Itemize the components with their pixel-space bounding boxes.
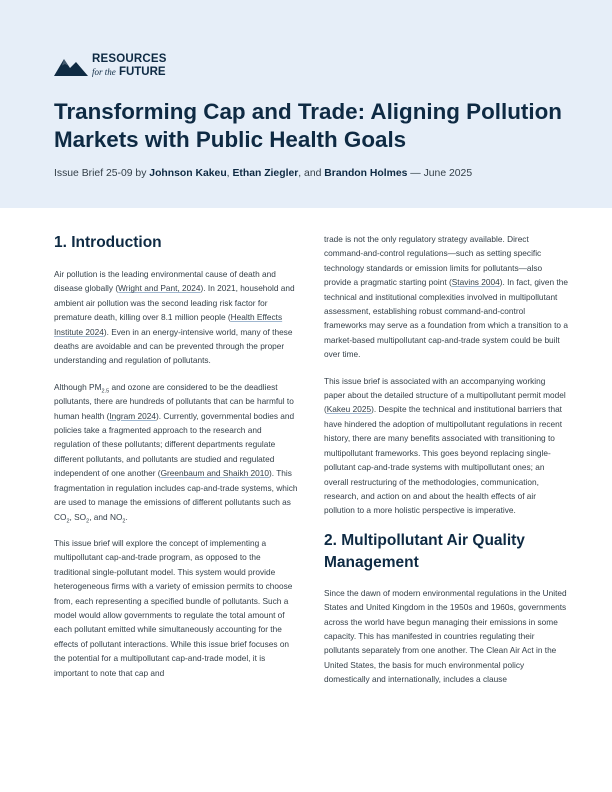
logo-future: FUTURE: [118, 66, 166, 78]
logo-line-resources: RESOURCES: [92, 53, 167, 65]
byline-date: — June 2025: [407, 168, 473, 179]
right-column: [324, 232, 568, 687]
text: ). Despite the technical and institutional barriers that have hindered the adoption of multipollutant regulations in recent history, there are many benefits associated with transitioning to multipollutant frameworks. This goes beyond replacing single-pollutant cap-and-trade systems with multipollutant ones; an overall restructuring of the methodologies, communication, research, and action on and about the health effects of air pollution to a more holistic perspective is imperative.: [324, 404, 563, 516]
citation-link[interactable]: Ingram 2024: [109, 410, 156, 421]
author-link[interactable]: Ethan Ziegler: [232, 168, 299, 179]
header-band: [0, 0, 612, 208]
byline-prefix: Issue Brief 25-09 by: [54, 168, 150, 179]
author-link[interactable]: Johnson Kakeu: [149, 168, 227, 179]
text: Although PM: [54, 381, 102, 392]
text: ). In fact, given the technical and institutional complexities involved in multipollutant assessment, establishing robust command-and-control frameworks may serve as a foundation from which a transition to a market-based multipollutant cap-and-trade system could be built over time.: [324, 277, 568, 360]
logo-wordmark: [92, 54, 167, 78]
byline-sep: ,: [226, 168, 233, 179]
byline: [54, 168, 472, 179]
text: Air pollution is the leading environmental cause of death and disease globally (: [54, 269, 276, 294]
text: , and NO: [89, 511, 123, 522]
text: .: [125, 511, 128, 522]
text: trade is not the only regulatory strategy available. Direct command-and-control regulations—such as setting specific technology standards or emission limits for pollutants—also provide a pragmatic starting point (: [324, 234, 543, 288]
paragraph: Since the dawn of modern environmental regulations in the United States and United Kingdom in the 1950s and 1960s, governments across the world have begun managing their emissions in some capacity. This has manifested in countries regulating their pollutants separately from one another. The Clean Air Act in the United States, the basis for much environmental policy domestically and internationally, includes a clause: [324, 587, 567, 685]
paragraph: [324, 232, 568, 362]
citation-link[interactable]: Kakeu 2025: [326, 404, 372, 415]
citation-link[interactable]: Stavins 2004: [451, 277, 500, 288]
subscript: 2: [66, 518, 70, 525]
paragraph: [54, 380, 298, 524]
paragraph: [324, 374, 568, 518]
subscript: 2.5: [101, 388, 110, 395]
mountain-logo-icon: [54, 56, 88, 76]
paragraph: [54, 267, 298, 368]
text: ). This fragmentation in regulation includes cap-and-trade systems, which are used to manage the emissions of different pollutants such as CO: [54, 468, 298, 522]
subscript: 2: [86, 518, 90, 525]
text: ). In 2021, household and ambient air pollution was the second leading risk factor for premature death, killing over 8.1 million people (: [54, 283, 295, 323]
byline-sep: , and: [298, 168, 325, 179]
paragraph: This issue brief will explore the concept of implementing a multipollutant cap-and-trade program, as opposed to the traditional single-pollutant model. This system would provide heterogeneous firms with a variety of emission permits to choose from, each representing a specified bundle of pollutants. Such a model would allow governments to regulate the total amount of each pollutant emitted while simultaneously accounting for the effects of pollutant interactions. While this issue brief focuses on the potential for a multipollutant cap-and-trade model, it is important to note that cap and: [54, 537, 293, 678]
citation-link[interactable]: Wright and Pant, 2024: [118, 283, 201, 294]
logo-line-future: [92, 67, 167, 78]
citation-link[interactable]: Health Effects Institute 2024: [54, 312, 283, 337]
text: ). Currently, governmental bodies and policies take a fragmented approach to the research and regulation of these pollutants; different departments regulate different pollutants, and pollutants are studied and regulated independent of one another (: [54, 410, 295, 479]
text: and ozone are considered to be the deadliest pollutants, there are hundreds of pollutants that can be harmful to human health (: [54, 381, 294, 421]
left-column: [54, 232, 298, 680]
page-title: Transforming Cap and Trade: Aligning Pollution Markets with Public Health Goals: [54, 99, 562, 152]
text: This issue brief is associated with an accompanying working paper about the detailed structure of a multipollutant permit model (: [324, 375, 566, 415]
citation-link[interactable]: Greenbaum and Shaikh 2010: [160, 468, 269, 479]
text: , SO: [69, 511, 87, 522]
section-heading: 2. Multipollutant Air Quality Management: [324, 531, 525, 571]
text: ). Even in an energy-intensive world, many of these deaths are avoidable and can be prevented through the proper understanding and regulation of pollutants.: [54, 326, 293, 366]
subscript: 2: [122, 518, 126, 525]
author-link[interactable]: Brandon Holmes: [324, 168, 408, 179]
section-heading: 1. Introduction: [54, 234, 162, 251]
logo-for-the: for the: [92, 67, 116, 77]
